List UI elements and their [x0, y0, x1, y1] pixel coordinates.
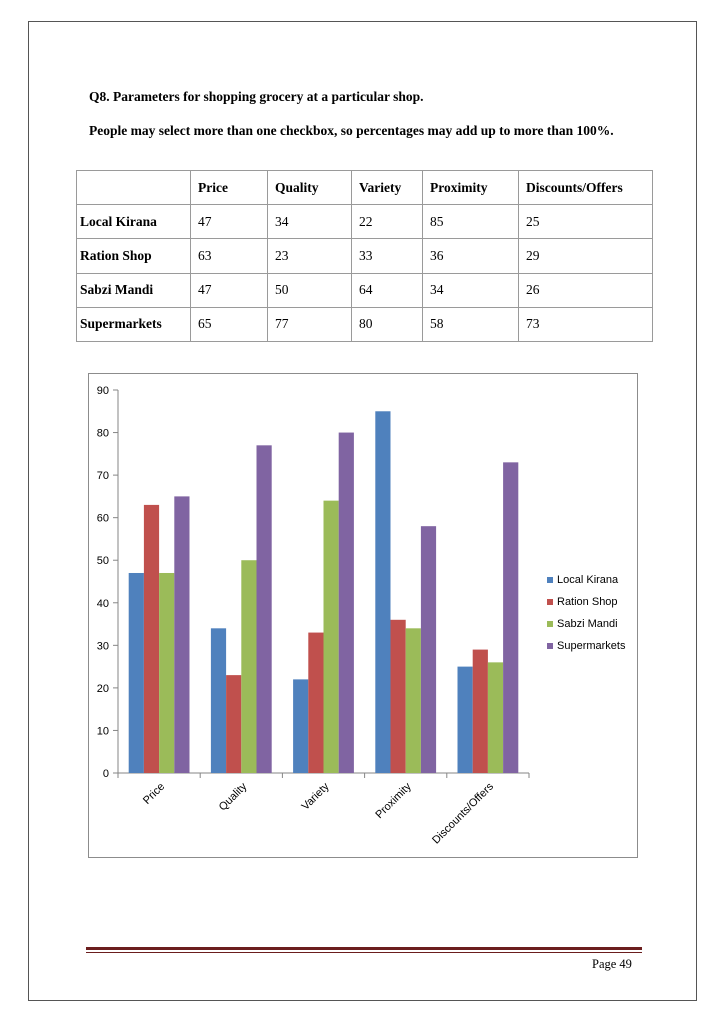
table-cell: 36	[423, 239, 519, 273]
footer-rule-thin	[86, 952, 642, 953]
bar	[458, 667, 473, 773]
bar	[503, 462, 518, 773]
legend-label: Ration Shop	[557, 596, 618, 608]
table-corner-cell	[77, 171, 191, 205]
bar	[488, 662, 503, 773]
bar	[174, 496, 189, 773]
legend-label: Local Kirana	[557, 574, 619, 586]
table-cell: 26	[519, 273, 653, 307]
legend-label: Supermarkets	[557, 640, 626, 652]
table-cell: 63	[191, 239, 268, 273]
selection-note: People may select more than one checkbox, so percentages may add up to more than 100%.	[89, 123, 614, 138]
legend-swatch	[547, 577, 553, 583]
x-category-label: Proximity	[373, 780, 414, 822]
table-cell: 25	[519, 205, 653, 239]
bar	[257, 445, 272, 773]
legend-label: Sabzi Mandi	[557, 618, 618, 630]
table-cell: 29	[519, 239, 653, 273]
footer-rule	[86, 947, 642, 950]
table-cell: 50	[268, 273, 352, 307]
table-cell: 80	[352, 307, 423, 341]
bar	[473, 650, 488, 773]
bar	[308, 633, 323, 773]
x-category-label: Variety	[299, 780, 332, 813]
column-header: Price	[191, 171, 268, 205]
table-cell: 23	[268, 239, 352, 273]
table-cell: 22	[352, 205, 423, 239]
x-category-label: Price	[141, 780, 168, 807]
table-cell: 34	[423, 273, 519, 307]
y-tick-label: 80	[96, 427, 109, 440]
bar	[406, 628, 421, 773]
bar	[324, 501, 339, 773]
bar	[226, 675, 241, 773]
table-cell: 47	[191, 273, 268, 307]
bar	[241, 560, 256, 773]
table-cell: 85	[423, 205, 519, 239]
y-tick-label: 10	[96, 725, 109, 738]
table-row	[77, 273, 653, 307]
table-cell: 65	[191, 307, 268, 341]
table-cell: 34	[268, 205, 352, 239]
y-tick-label: 60	[96, 512, 109, 525]
y-tick-label: 40	[96, 597, 109, 610]
table-cell: 77	[268, 307, 352, 341]
column-header: Quality	[268, 171, 352, 205]
bar	[293, 679, 308, 773]
table-cell: 47	[191, 205, 268, 239]
bar	[159, 573, 174, 773]
bar	[211, 628, 226, 773]
legend-swatch	[547, 621, 553, 627]
table-cell: 73	[519, 307, 653, 341]
row-label: Local Kirana	[77, 205, 191, 239]
bar	[391, 620, 406, 773]
x-category-label: Quality	[216, 780, 250, 814]
bar-chart-svg	[89, 374, 637, 857]
y-tick-label: 90	[96, 385, 109, 397]
table-row	[77, 307, 653, 341]
table-cell: 33	[352, 239, 423, 273]
table-header-row	[77, 171, 653, 205]
bar	[339, 433, 354, 773]
bar	[375, 411, 390, 773]
table-cell: 64	[352, 273, 423, 307]
table-cell: 58	[423, 307, 519, 341]
row-label: Supermarkets	[77, 307, 191, 341]
bar	[144, 505, 159, 773]
row-label: Ration Shop	[77, 239, 191, 273]
question-heading: Q8. Parameters for shopping grocery at a particular shop.	[89, 89, 424, 104]
y-tick-label: 50	[96, 555, 109, 568]
results-table	[76, 170, 653, 342]
row-label: Sabzi Mandi	[77, 273, 191, 307]
bar	[421, 526, 436, 773]
column-header: Discounts/Offers	[519, 171, 653, 205]
column-header: Variety	[352, 171, 423, 205]
bar	[129, 573, 144, 773]
legend-swatch	[547, 643, 553, 649]
legend-swatch	[547, 599, 553, 605]
column-header: Proximity	[423, 171, 519, 205]
y-tick-label: 20	[96, 682, 109, 695]
page-number: Page 49	[592, 957, 632, 971]
table-row	[77, 239, 653, 273]
bar-chart	[88, 373, 638, 858]
y-tick-label: 30	[96, 640, 109, 653]
x-category-label: Discounts/Offers	[430, 780, 497, 847]
table-row	[77, 205, 653, 239]
y-tick-label: 70	[96, 470, 109, 483]
y-tick-label: 0	[102, 768, 109, 780]
